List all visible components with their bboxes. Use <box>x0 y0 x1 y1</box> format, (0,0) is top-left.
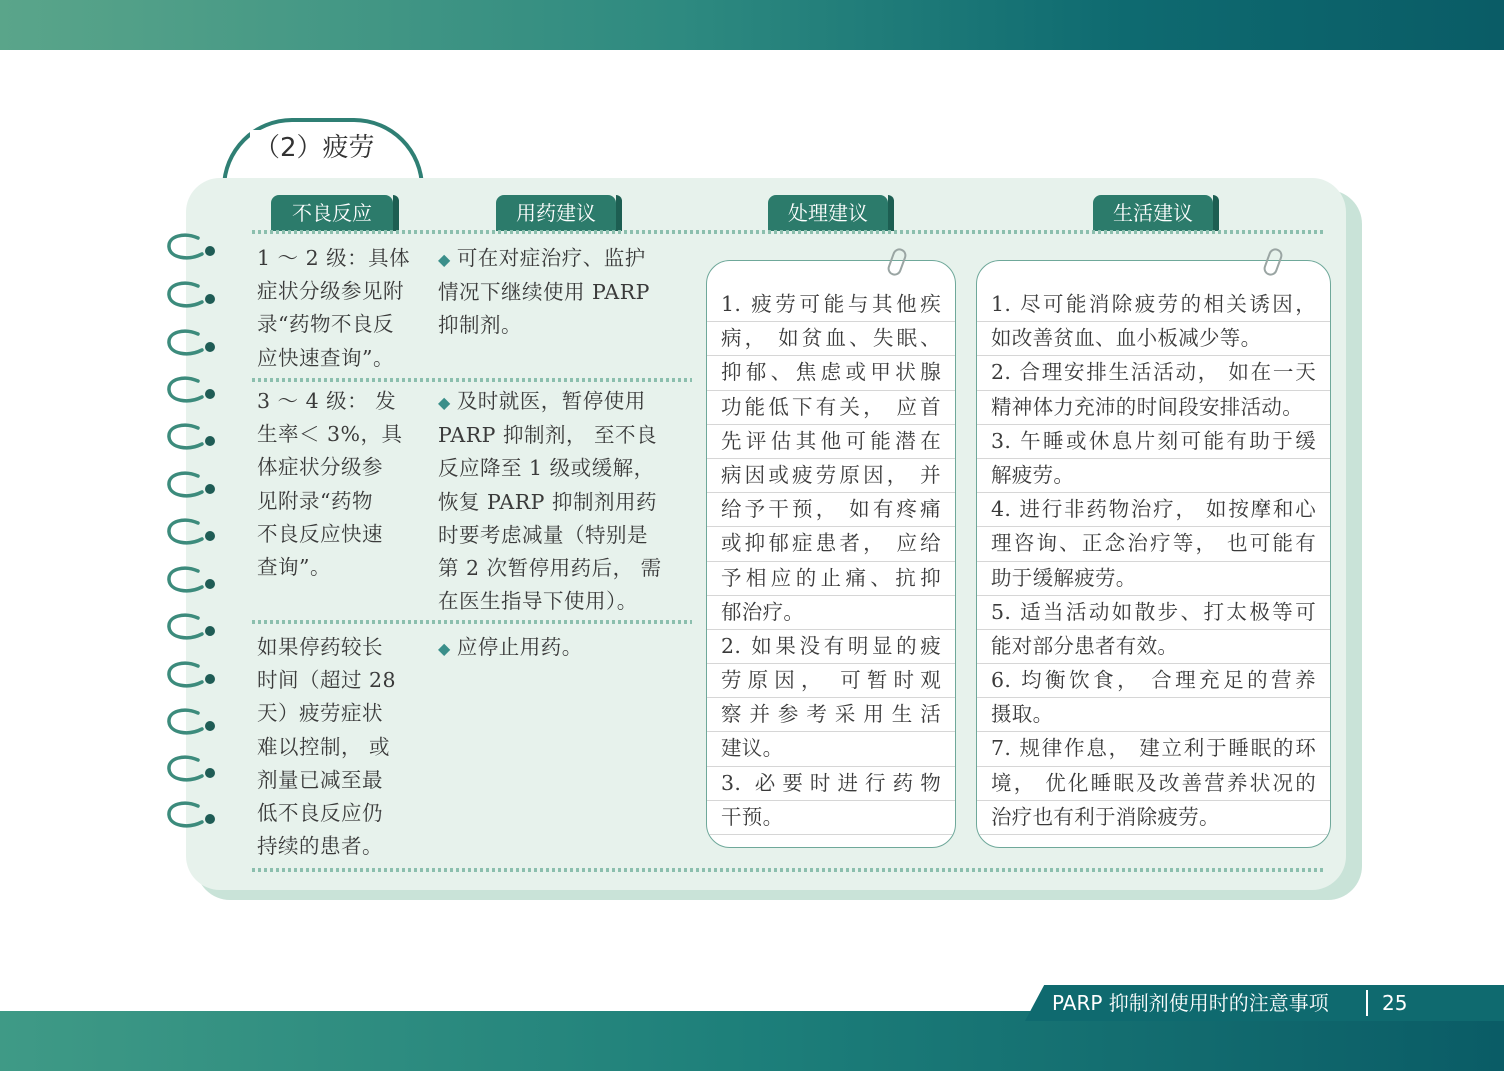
handling-line: 先评估其他可能潜在 <box>707 425 955 459</box>
handling-line: 建议。 <box>707 732 955 766</box>
life-line: 3. 午睡或休息片刻可能有助于缓 <box>977 425 1330 459</box>
spiral-ring-icon <box>166 232 218 262</box>
reaction-cell-persistent: 如果停药较长 时间（超过 28 天）疲劳症状 难以控制， 或 剂量已减至最 低不良反应仍 持续的患者。 <box>257 635 397 859</box>
life-line: 1. 尽可能消除疲劳的相关诱因， <box>977 288 1330 322</box>
page-number: 25 <box>1382 991 1408 1015</box>
life-line: 如改善贫血、血小板减少等。 <box>977 322 1330 356</box>
handling-line: 病因或疲劳原因， 并 <box>707 459 955 493</box>
spiral-ring-icon <box>166 328 218 358</box>
table-bottom-divider <box>252 868 1324 872</box>
handling-line: 察并参考采用生活 <box>707 698 955 732</box>
advice-cell-grade-3-4: ◆ 及时就医，暂停使用 PARP 抑制剂， 至不良 反应降至 1 级或缓解， 恢复 PARP 抑制剂用药 时要考虑减量（特别是 第 2 次暂停用药后， 需 在医生指导下使用）。 <box>438 389 662 614</box>
life-line: 5. 适当活动如散步、打太极等可 <box>977 596 1330 630</box>
diamond-bullet-icon: ◆ <box>438 393 451 412</box>
life-advice-card <box>976 260 1331 848</box>
life-line: 能对部分患者有效。 <box>977 630 1330 664</box>
footer-separator <box>1366 990 1368 1016</box>
header-life-advice: 生活建议 <box>1093 195 1213 231</box>
life-line: 理咨询、正念治疗等， 也可能有 <box>977 527 1330 561</box>
row-divider <box>252 620 692 624</box>
life-line: 摄取。 <box>977 698 1330 732</box>
handling-line: 功能低下有关， 应首 <box>707 391 955 425</box>
spiral-ring-icon <box>166 612 218 642</box>
spiral-ring-icon <box>166 280 218 310</box>
advice-cell-grade-1-2: ◆ 可在对症治疗、监护 情况下继续使用 PARP 抑制剂。 <box>438 246 650 338</box>
diamond-bullet-icon: ◆ <box>438 639 451 658</box>
spiral-ring-icon <box>166 422 218 452</box>
handling-line: 干预。 <box>707 801 955 835</box>
life-line: 4. 进行非药物治疗， 如按摩和心 <box>977 493 1330 527</box>
footer-chapter-title: PARP 抑制剂使用时的注意事项 <box>1052 991 1329 1015</box>
handling-line: 病， 如贫血、失眠、 <box>707 322 955 356</box>
life-line: 境， 优化睡眠及改善营养状况的 <box>977 767 1330 801</box>
advice-cell-persistent: ◆ 应停止用药。 <box>438 635 583 659</box>
header-handling-advice: 处理建议 <box>768 195 888 231</box>
spiral-ring-icon <box>166 660 218 690</box>
spiral-ring-icon <box>166 754 218 784</box>
life-line: 助于缓解疲劳。 <box>977 562 1330 596</box>
spiral-ring-icon <box>166 517 218 547</box>
reaction-cell-grade-1-2: 1 ～ 2 级：具体 症状分级参见附 录“药物不良反 应快速查询”。 <box>257 246 411 370</box>
life-line: 精神体力充沛的时间段安排活动。 <box>977 391 1330 425</box>
handling-advice-card <box>706 260 956 848</box>
life-line: 解疲劳。 <box>977 459 1330 493</box>
handling-line: 或抑郁症患者， 应给 <box>707 527 955 561</box>
handling-line: 2. 如果没有明显的疲 <box>707 630 955 664</box>
top-color-band <box>0 0 1504 50</box>
row-divider <box>252 378 692 382</box>
diamond-bullet-icon: ◆ <box>438 250 451 269</box>
header-adverse-reaction: 不良反应 <box>271 195 393 231</box>
life-line: 7. 规律作息， 建立利于睡眠的环 <box>977 732 1330 766</box>
handling-line: 予相应的止痛、抗抑 <box>707 562 955 596</box>
life-line: 治疗也有利于消除疲劳。 <box>977 801 1330 835</box>
life-line: 2. 合理安排生活活动， 如在一天 <box>977 356 1330 390</box>
reaction-cell-grade-3-4: 3 ～ 4 级： 发 生率＜ 3%，具 体症状分级参 见附录“药物 不良反应快速 查询”。 <box>257 389 403 580</box>
header-divider <box>252 230 1324 234</box>
handling-line: 3. 必要时进行药物 <box>707 767 955 801</box>
handling-line: 1. 疲劳可能与其他疾 <box>707 288 955 322</box>
handling-line: 郁治疗。 <box>707 596 955 630</box>
spiral-ring-icon <box>166 470 218 500</box>
handling-line: 劳原因， 可暂时观 <box>707 664 955 698</box>
spiral-ring-icon <box>166 565 218 595</box>
handling-line: 抑郁、焦虑或甲状腺 <box>707 356 955 390</box>
header-medication-advice: 用药建议 <box>496 195 616 231</box>
spiral-ring-icon <box>166 707 218 737</box>
spiral-ring-icon <box>166 800 218 830</box>
handling-line: 给予干预， 如有疼痛 <box>707 493 955 527</box>
section-title: （2）疲劳 <box>250 130 379 166</box>
life-line: 6. 均衡饮食， 合理充足的营养 <box>977 664 1330 698</box>
spiral-ring-icon <box>166 375 218 405</box>
